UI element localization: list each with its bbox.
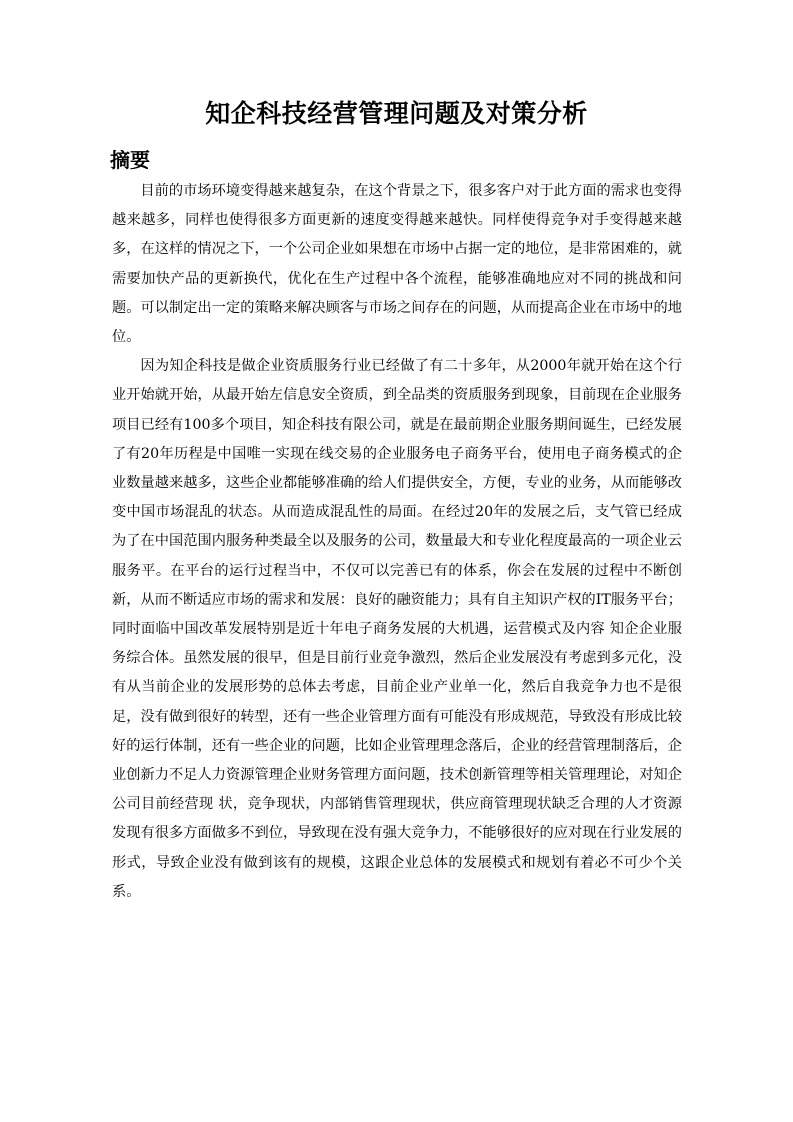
abstract-body (112, 177, 682, 907)
abstract-heading: 摘要 (110, 148, 150, 172)
document-title: 知企科技经营管理问题及对策分析 (205, 99, 588, 128)
abstract-paragraph-2: 因为知企科技是做企业资质服务行业已经做了有二十多年，从2000年就开始在这个行业开始就开始，从最开始左信息安全资质，到全品类的资质服务到现象，目前现在企业服务项目已经有100多个项目，知企科技有限公司，就是在最前期企业服务期间诞生，已经发展了有20年历程是中国唯一实现在线交易的企业服务电子商务平台，使用电子商务模式的企业数量越来越多，这些企业都能够准确的给人们提供安全，方便，专业的业务，从而能够改变中国市场混乱的状态。从而造成混乱性的局面。在经过20年的发展之后，支气管已经成为了在中国范围内服务种类最全以及服务的公司，数量最大和专业化程度最高的一项企业云服务平。在平台的运行过程当中，不仅可以完善已有的体系，你会在发展的过程中不断创新，从而不断适应市场的需求和发展：良好的融资能力；具有自主知识产权的IT服务平台；同时面临中国改革发展特别是近十年电子商务发展的大机遇，运营模式及内容 知企企业服务综合体。虽然发展的很早，但是目前行业竞争激烈，然后企业发展没有考虑到多元化，没有从当前企业的发展形势的总体去考虑，目前企业产业单一化，然后自我竞争力也不是很足，没有做到很好的转型，还有一些企业管理方面有可能没有形成规范，导致没有形成比较好的运行体制，还有一些企业的问题，比如企业管理理念落后，企业的经营管理制落后，企业创新力不足人力资源管理企业财务管理方面问题，技术创新管理等相关管理理论，对知企公司目前经营现 状，竞争现状，内部销售管理现状，供应商管理现状缺乏合理的人才资源发现有很多方面做多不到位，导致现在没有强大竞争力，不能够很好的应对现在行业发展的形式，导致企业没有做到该有的规模，这跟企业总体的发展模式和规划有着必不可少个关系。 (112, 358, 682, 900)
abstract-paragraph-1: 目前的市场环境变得越来越复杂，在这个背景之下，很多客户对于此方面的需求也变得越来越多，同样也使得很多方面更新的速度变得越来越快。同样使得竞争对手变得越来越多，在这样的情况之下，一个公司企业如果想在市场中占据一定的地位，是非常困难的，就需要加快产品的更新换代，优化在生产过程中各个流程，能够准确地应对不同的挑战和问题。可以制定出一定的策略来解决顾客与市场之间存在的问题，从而提高企业在市场中的地位。 (112, 183, 682, 346)
